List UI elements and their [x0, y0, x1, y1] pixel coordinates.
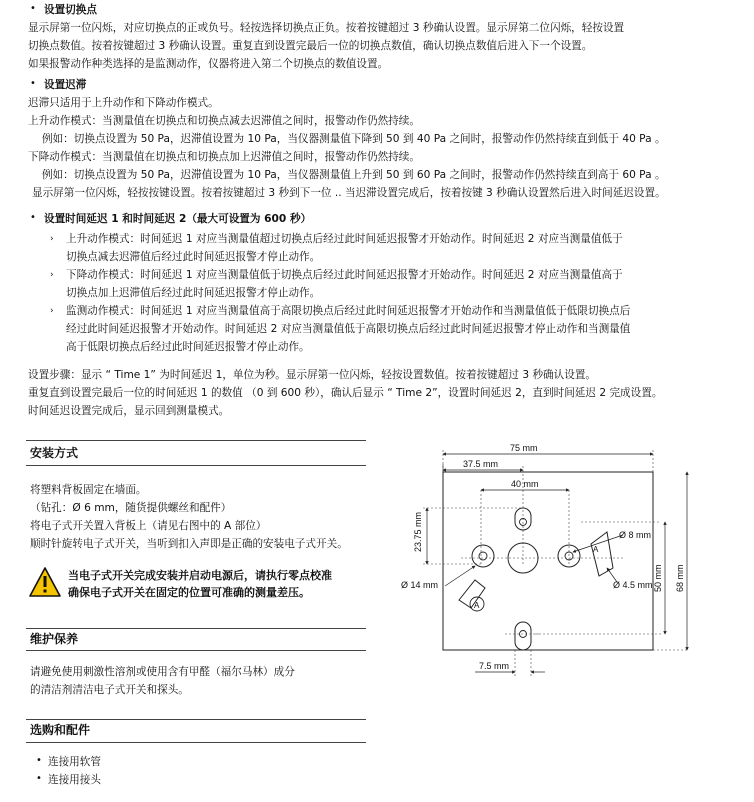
hook-a-left — [459, 580, 485, 608]
section-title-hysteresis: 设置迟滞 — [44, 79, 87, 91]
paragraph-line: （钻孔：Ø 6 mm，随货提供螺丝和配件） — [30, 502, 232, 514]
bullet: • — [36, 773, 42, 784]
section-rule — [26, 650, 366, 651]
paragraph-line: 下降动作模式：时间延迟 1 对应当测量值低于切换点后经过此时间延迟报警才开始动作。时间延迟 2 对应当测量值高于 — [66, 269, 623, 281]
section-heading-accessories: 选购和配件 — [30, 723, 91, 737]
section-rule — [26, 465, 366, 466]
paragraph-line: 重复直到设置完最后一位的时间延迟 1 的数值 （0 到 600 秒），确认后显示 “ Time 2”，设置时间延迟 2，直到时间延迟 2 完成设置。 — [28, 387, 663, 399]
warning-icon — [28, 566, 62, 598]
dim-label-50: 50 mm — [653, 564, 663, 592]
paragraph-line: 迟滞只适用于上升动作和下降动作模式。 — [28, 97, 219, 109]
bullet: • — [30, 78, 36, 89]
paragraph-line: 请避免使用刺激性溶剂或使用含有甲醛（福尔马林）成分 — [30, 666, 295, 678]
section-rule — [26, 742, 366, 743]
section-title-switch-point: 设置切换点 — [44, 4, 97, 16]
paragraph-line: 显示屏第一位闪烁，轻按按键设置。按着按键超过 3 秒到下一位 .. 当迟滞设置完成后，按着按键 3 秒确认设置然后进入时间延迟设置。 — [32, 187, 666, 199]
paragraph-line: 监测动作模式：时间延迟 1 对应当测量值高于高限切换点后经过此时间延迟报警才开始动作和当测量值低于低限切换点后 — [66, 305, 631, 317]
backplate-outline — [443, 472, 653, 650]
section-rule — [26, 440, 366, 441]
dim-label-dia-4-5: Ø 4.5 mm — [613, 580, 653, 590]
arrow-bullet-icon: › — [50, 234, 54, 244]
dim-label-dia-8: Ø 8 mm — [619, 530, 652, 540]
paragraph-line: 将塑料背板固定在墙面。 — [30, 484, 147, 496]
section-heading-maintenance: 维护保养 — [30, 632, 79, 646]
example-line: 例如：切换点设置为 50 Pa，迟滞值设置为 10 Pa，当仪器测量值下降到 50 到 40 Pa 之间时，报警动作仍然持续直到低于 40 Pa 。 — [42, 133, 666, 145]
hook-a-right — [591, 532, 613, 576]
paragraph-line: 显示屏第一位闪烁，对应切换点的正或负号。轻按选择切换点正负。按着按键超过 3 秒确认设置。显示屏第二位闪烁，轻按设置 — [28, 22, 625, 34]
warning-text: 确保电子式开关在固定的位置可准确的测量差压。 — [68, 586, 310, 599]
dim-label-75: 75 mm — [510, 443, 538, 453]
dim-label-37-5: 37.5 mm — [463, 459, 499, 469]
dim-label-23-75: 23.75 mm — [413, 511, 423, 552]
paragraph-line: 顺时针旋转电子式开关，当听到扣入声即是正确的安装电子式开关。 — [30, 538, 348, 550]
section-title-time-delay: 设置时间延迟 1 和时间延迟 2（最大可设置为 600 秒） — [44, 213, 312, 225]
mark-a-right: A — [593, 545, 599, 554]
paragraph-line: 切换点加上迟滞值后经过此时间延迟报警才停止动作。 — [66, 287, 321, 299]
mark-a-left: A — [474, 601, 480, 610]
dim-label-68: 68 mm — [675, 564, 685, 592]
dim-label-7-5: 7.5 mm — [479, 661, 510, 671]
list-item: 连接用接头 — [48, 774, 101, 786]
section-heading-install: 安装方式 — [30, 446, 79, 460]
warning-text: 当电子式开关完成安装并启动电源后，请执行零点校准 — [68, 569, 332, 582]
bullet: • — [30, 212, 36, 223]
mounting-slot-bottom — [515, 622, 531, 650]
list-item: 连接用软管 — [48, 756, 101, 768]
paragraph-line: 切换点减去迟滞值后经过此时间延迟报警才停止动作。 — [66, 251, 321, 263]
section-rule — [26, 628, 366, 629]
paragraph-line: 上升动作模式：时间延迟 1 对应当测量值超过切换点后经过此时间延迟报警才开始动作。时间延迟 2 对应当测量值低于 — [66, 233, 623, 245]
paragraph-line: 下降动作模式：当测量值在切换点和切换点加上迟滞值之间时，报警动作仍然持续。 — [28, 151, 420, 163]
dim-label-40: 40 mm — [511, 479, 539, 489]
bullet: • — [30, 3, 36, 14]
paragraph-line: 经过此时间延迟报警才开始动作。时间延迟 2 对应当测量值低于高限切换点后经过此时间延迟报警才停止动作和当测量值 — [66, 323, 631, 335]
paragraph-line: 如果报警动作种类选择的是监测动作，仪器将进入第二个切换点的数值设置。 — [28, 58, 389, 70]
paragraph-line: 设置步骤：显示 “ Time 1” 为时间延迟 1，单位为秒。显示屏第一位闪烁，轻按设置数值。按着按键超过 3 秒确认设置。 — [28, 369, 597, 381]
paragraph-line: 的清洁剂清洁电子式开关和探头。 — [30, 684, 189, 696]
arrow-bullet-icon: › — [50, 306, 54, 316]
paragraph-line: 切换点数值。按着按键超过 3 秒确认设置。重复直到设置完最后一位的切换点数值，确认切换点数值后进入下一个设置。 — [28, 40, 593, 52]
bullet: • — [36, 755, 42, 766]
example-line: 例如：切换点设置为 50 Pa，迟滞值设置为 10 Pa，当仪器测量值上升到 50 到 60 Pa 之间时，报警动作仍然持续直到高于 60 Pa 。 — [42, 169, 666, 181]
dim-label-dia-14: Ø 14 mm — [401, 580, 439, 590]
paragraph-line: 高于低限切换点后经过此时间延迟报警才停止动作。 — [66, 341, 310, 353]
arrow-bullet-icon: › — [50, 270, 54, 280]
mounting-diagram — [395, 440, 725, 680]
paragraph-line: 上升动作模式：当测量值在切换点和切换点减去迟滞值之间时，报警动作仍然持续。 — [28, 115, 420, 127]
paragraph-line: 将电子式开关置入背板上（请见右图中的 A 部位） — [30, 520, 267, 532]
left-hole — [472, 545, 494, 567]
section-rule — [26, 719, 366, 720]
paragraph-line: 时间延迟设置完成后，显示回到测量模式。 — [28, 405, 230, 417]
